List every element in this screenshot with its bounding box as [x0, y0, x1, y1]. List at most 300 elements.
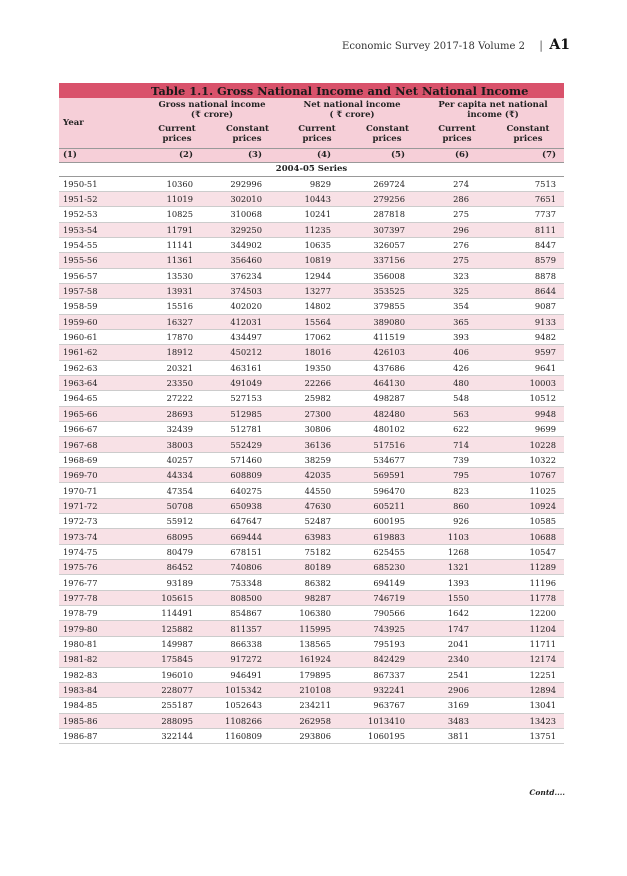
pc-current-cell: 325	[422, 283, 492, 298]
pc-constant-cell: 10003	[492, 375, 564, 390]
nni-constant-cell: 517516	[352, 437, 422, 452]
gni-constant-cell: 608809	[212, 468, 282, 483]
year-cell: 1979-80	[59, 621, 142, 636]
series-row	[59, 162, 564, 176]
gni-current-cell: 86452	[142, 560, 212, 575]
group-header-gross	[142, 98, 282, 120]
gni-current-cell: 149987	[142, 636, 212, 651]
group-header-per-capita	[422, 98, 564, 120]
gni-current-cell: 105615	[142, 590, 212, 605]
pc-constant-cell: 8111	[492, 222, 564, 237]
year-cell: 1975-76	[59, 560, 142, 575]
year-cell: 1955-56	[59, 253, 142, 268]
gni-current-cell: 322144	[142, 728, 212, 743]
nni-constant-cell: 600195	[352, 514, 422, 529]
gni-current-cell: 28693	[142, 406, 212, 421]
gni-current-cell: 13530	[142, 268, 212, 283]
gni-constant-cell: 374503	[212, 283, 282, 298]
gni-constant-cell: 946491	[212, 667, 282, 682]
continued-note: Contd....	[529, 788, 565, 797]
nni-constant-cell: 411519	[352, 329, 422, 344]
year-cell: 1971-72	[59, 498, 142, 513]
nni-constant-cell: 337156	[352, 253, 422, 268]
col-number-3: (3)	[212, 148, 282, 162]
pc-current-cell: 1642	[422, 606, 492, 621]
pc-constant-cell: 11025	[492, 483, 564, 498]
gni-current-cell: 255187	[142, 698, 212, 713]
gni-current-cell: 196010	[142, 667, 212, 682]
table-row	[59, 452, 564, 467]
gni-constant-cell: 434497	[212, 329, 282, 344]
nni-constant-cell: 842429	[352, 652, 422, 667]
gni-constant-cell: 527153	[212, 391, 282, 406]
nni-constant-cell: 498287	[352, 391, 422, 406]
year-cell: 1973-74	[59, 529, 142, 544]
pc-current-cell: 426	[422, 360, 492, 375]
table-title: Table 1.1. Gross National Income and Net National Income	[59, 83, 564, 98]
nni-constant-cell: 279256	[352, 191, 422, 206]
pc-constant-cell: 10688	[492, 529, 564, 544]
header-separator: |	[539, 39, 543, 52]
year-cell: 1980-81	[59, 636, 142, 651]
pc-current-cell: 286	[422, 191, 492, 206]
pc-current-cell: 3169	[422, 698, 492, 713]
nni-current-cell: 19350	[282, 360, 352, 375]
pc-current-cell: 823	[422, 483, 492, 498]
pc-constant-cell: 13423	[492, 713, 564, 728]
col-number-4: (4)	[282, 148, 352, 162]
year-cell: 1974-75	[59, 544, 142, 559]
table-row	[59, 514, 564, 529]
nni-constant-cell: 963767	[352, 698, 422, 713]
pc-constant-cell: 8579	[492, 253, 564, 268]
nni-current-cell: 106380	[282, 606, 352, 621]
nni-constant-cell: 287818	[352, 207, 422, 222]
nni-current-cell: 15564	[282, 314, 352, 329]
nni-current-cell: 22266	[282, 375, 352, 390]
year-cell: 1958-59	[59, 299, 142, 314]
pc-current-cell: 274	[422, 176, 492, 191]
gni-constant-cell: 329250	[212, 222, 282, 237]
pc-constant-cell: 13751	[492, 728, 564, 743]
year-cell: 1954-55	[59, 237, 142, 252]
pc-constant-cell: 11196	[492, 575, 564, 590]
nni-constant-cell: 625455	[352, 544, 422, 559]
pc-current-cell: 275	[422, 253, 492, 268]
year-cell: 1985-86	[59, 713, 142, 728]
nni-current-cell: 14802	[282, 299, 352, 314]
pc-current-cell: 795	[422, 468, 492, 483]
gni-current-cell: 175845	[142, 652, 212, 667]
nni-current-cell: 234211	[282, 698, 352, 713]
nni-constant-cell: 534677	[352, 452, 422, 467]
year-cell: 1966-67	[59, 422, 142, 437]
group-unit-gross: (₹ crore)	[190, 110, 234, 120]
nni-current-cell: 179895	[282, 667, 352, 682]
group-unit-per-capita: income (₹)	[467, 110, 519, 120]
table-row	[59, 237, 564, 252]
nni-current-cell: 293806	[282, 728, 352, 743]
nni-current-cell: 63983	[282, 529, 352, 544]
nni-constant-cell: 932241	[352, 682, 422, 697]
col-number-6: (6)	[422, 148, 492, 162]
table-row	[59, 437, 564, 452]
group-header-net	[282, 98, 422, 120]
pc-constant-cell: 9133	[492, 314, 564, 329]
pc-constant-cell: 11204	[492, 621, 564, 636]
table-body	[59, 176, 564, 744]
gni-constant-cell: 402020	[212, 299, 282, 314]
pc-constant-cell: 9597	[492, 345, 564, 360]
nni-constant-cell: 1013410	[352, 713, 422, 728]
nni-constant-cell: 426103	[352, 345, 422, 360]
pc-current-cell: 548	[422, 391, 492, 406]
table-row	[59, 652, 564, 667]
pc-current-cell: 365	[422, 314, 492, 329]
pc-constant-cell: 9641	[492, 360, 564, 375]
page-code: A1	[549, 37, 570, 53]
nni-current-cell: 10241	[282, 207, 352, 222]
gni-constant-cell: 917272	[212, 652, 282, 667]
pc-constant-cell: 10924	[492, 498, 564, 513]
nni-constant-cell: 867337	[352, 667, 422, 682]
pc-current-cell: 2340	[422, 652, 492, 667]
gni-current-cell: 18912	[142, 345, 212, 360]
gni-current-cell: 20321	[142, 360, 212, 375]
gni-current-cell: 93189	[142, 575, 212, 590]
subheader-pc-current: Current prices	[422, 120, 492, 148]
nni-constant-cell: 356008	[352, 268, 422, 283]
nni-constant-cell: 480102	[352, 422, 422, 437]
gni-constant-cell: 1108266	[212, 713, 282, 728]
pc-constant-cell: 12200	[492, 606, 564, 621]
nni-constant-cell: 605211	[352, 498, 422, 513]
pc-constant-cell: 12894	[492, 682, 564, 697]
gni-constant-cell: 376234	[212, 268, 282, 283]
nni-current-cell: 10635	[282, 237, 352, 252]
nni-constant-cell: 437686	[352, 360, 422, 375]
group-unit-net: ( ₹ crore)	[329, 110, 375, 120]
nni-current-cell: 13277	[282, 283, 352, 298]
nni-current-cell: 36136	[282, 437, 352, 452]
year-cell: 1984-85	[59, 698, 142, 713]
year-cell: 1977-78	[59, 590, 142, 605]
gni-constant-cell: 450212	[212, 345, 282, 360]
table-row	[59, 529, 564, 544]
gni-constant-cell: 292996	[212, 176, 282, 191]
nni-current-cell: 115995	[282, 621, 352, 636]
pc-constant-cell: 9699	[492, 422, 564, 437]
pc-constant-cell: 7737	[492, 207, 564, 222]
year-cell: 1981-82	[59, 652, 142, 667]
pc-current-cell: 2541	[422, 667, 492, 682]
gni-constant-cell: 412031	[212, 314, 282, 329]
pc-constant-cell: 10547	[492, 544, 564, 559]
pc-current-cell: 406	[422, 345, 492, 360]
nni-constant-cell: 1060195	[352, 728, 422, 743]
nni-constant-cell: 743925	[352, 621, 422, 636]
pc-current-cell: 926	[422, 514, 492, 529]
gni-current-cell: 125882	[142, 621, 212, 636]
nni-constant-cell: 379855	[352, 299, 422, 314]
year-cell: 1970-71	[59, 483, 142, 498]
pc-current-cell: 2041	[422, 636, 492, 651]
pc-constant-cell: 12174	[492, 652, 564, 667]
subheader-gross-current: Current prices	[142, 120, 212, 148]
nni-current-cell: 25982	[282, 391, 352, 406]
year-cell: 1968-69	[59, 452, 142, 467]
gni-constant-cell: 678151	[212, 544, 282, 559]
nni-constant-cell: 596470	[352, 483, 422, 498]
pc-current-cell: 323	[422, 268, 492, 283]
income-table-container	[59, 83, 564, 744]
table-row	[59, 176, 564, 191]
nni-constant-cell: 569591	[352, 468, 422, 483]
table-row	[59, 498, 564, 513]
pc-current-cell: 354	[422, 299, 492, 314]
gni-constant-cell: 1052643	[212, 698, 282, 713]
year-cell: 1978-79	[59, 606, 142, 621]
pc-current-cell: 1747	[422, 621, 492, 636]
nni-current-cell: 10819	[282, 253, 352, 268]
table-row	[59, 329, 564, 344]
table-row	[59, 544, 564, 559]
nni-current-cell: 30806	[282, 422, 352, 437]
nni-constant-cell: 694149	[352, 575, 422, 590]
gni-constant-cell: 753348	[212, 575, 282, 590]
year-cell: 1972-73	[59, 514, 142, 529]
gni-current-cell: 68095	[142, 529, 212, 544]
gni-current-cell: 40257	[142, 452, 212, 467]
pc-current-cell: 739	[422, 452, 492, 467]
gni-current-cell: 288095	[142, 713, 212, 728]
nni-current-cell: 42035	[282, 468, 352, 483]
table-row	[59, 560, 564, 575]
page-header	[0, 37, 627, 57]
col-number-2: (2)	[142, 148, 212, 162]
pc-current-cell: 714	[422, 437, 492, 452]
table-row	[59, 299, 564, 314]
nni-current-cell: 11235	[282, 222, 352, 237]
table-row	[59, 222, 564, 237]
table-row	[59, 483, 564, 498]
table-row	[59, 606, 564, 621]
gni-constant-cell: 669444	[212, 529, 282, 544]
pc-constant-cell: 11289	[492, 560, 564, 575]
col-number-1: (1)	[59, 148, 142, 162]
gni-current-cell: 16327	[142, 314, 212, 329]
gni-constant-cell: 491049	[212, 375, 282, 390]
pc-current-cell: 1268	[422, 544, 492, 559]
nni-current-cell: 10443	[282, 191, 352, 206]
nni-current-cell: 80189	[282, 560, 352, 575]
nni-constant-cell: 389080	[352, 314, 422, 329]
gni-constant-cell: 650938	[212, 498, 282, 513]
table-row	[59, 391, 564, 406]
pc-constant-cell: 7651	[492, 191, 564, 206]
nni-current-cell: 9829	[282, 176, 352, 191]
gni-constant-cell: 866338	[212, 636, 282, 651]
table-row	[59, 636, 564, 651]
pc-constant-cell: 10767	[492, 468, 564, 483]
pc-current-cell: 3483	[422, 713, 492, 728]
gni-current-cell: 17870	[142, 329, 212, 344]
table-row	[59, 575, 564, 590]
gni-current-cell: 44334	[142, 468, 212, 483]
pc-current-cell: 3811	[422, 728, 492, 743]
gni-constant-cell: 571460	[212, 452, 282, 467]
gni-constant-cell: 512985	[212, 406, 282, 421]
nni-constant-cell: 795193	[352, 636, 422, 651]
gni-constant-cell: 808500	[212, 590, 282, 605]
table-row	[59, 314, 564, 329]
table-row	[59, 422, 564, 437]
pc-current-cell: 1103	[422, 529, 492, 544]
nni-current-cell: 17062	[282, 329, 352, 344]
table-title-row	[59, 83, 564, 98]
nni-constant-cell: 464130	[352, 375, 422, 390]
gni-constant-cell: 1160809	[212, 728, 282, 743]
year-cell: 1956-57	[59, 268, 142, 283]
nni-current-cell: 27300	[282, 406, 352, 421]
nni-constant-cell: 307397	[352, 222, 422, 237]
pc-current-cell: 563	[422, 406, 492, 421]
table-row	[59, 468, 564, 483]
gni-current-cell: 38003	[142, 437, 212, 452]
pc-current-cell: 860	[422, 498, 492, 513]
pc-constant-cell: 12251	[492, 667, 564, 682]
pc-constant-cell: 13041	[492, 698, 564, 713]
nni-constant-cell: 619883	[352, 529, 422, 544]
gni-constant-cell: 310068	[212, 207, 282, 222]
nni-constant-cell: 685230	[352, 560, 422, 575]
gni-constant-cell: 647647	[212, 514, 282, 529]
pc-constant-cell: 9948	[492, 406, 564, 421]
gni-constant-cell: 463161	[212, 360, 282, 375]
table-row	[59, 207, 564, 222]
gni-current-cell: 11141	[142, 237, 212, 252]
table-row	[59, 345, 564, 360]
gni-current-cell: 10360	[142, 176, 212, 191]
year-cell: 1976-77	[59, 575, 142, 590]
series-label: 2004-05 Series	[59, 162, 564, 176]
table-row	[59, 698, 564, 713]
pc-constant-cell: 10322	[492, 452, 564, 467]
pc-constant-cell: 7513	[492, 176, 564, 191]
nni-current-cell: 86382	[282, 575, 352, 590]
nni-constant-cell: 326057	[352, 237, 422, 252]
year-cell: 1962-63	[59, 360, 142, 375]
nni-current-cell: 210108	[282, 682, 352, 697]
year-cell: 1967-68	[59, 437, 142, 452]
pc-current-cell: 1550	[422, 590, 492, 605]
year-cell: 1950-51	[59, 176, 142, 191]
group-title-gross: Gross national income	[158, 100, 266, 110]
year-cell: 1951-52	[59, 191, 142, 206]
nni-constant-cell: 482480	[352, 406, 422, 421]
pc-constant-cell: 10585	[492, 514, 564, 529]
gni-constant-cell: 512781	[212, 422, 282, 437]
nni-constant-cell: 790566	[352, 606, 422, 621]
gni-current-cell: 10825	[142, 207, 212, 222]
pc-current-cell: 480	[422, 375, 492, 390]
year-cell: 1961-62	[59, 345, 142, 360]
year-cell: 1957-58	[59, 283, 142, 298]
table-row	[59, 268, 564, 283]
gni-current-cell: 11791	[142, 222, 212, 237]
gni-current-cell: 55912	[142, 514, 212, 529]
nni-current-cell: 38259	[282, 452, 352, 467]
table-row	[59, 713, 564, 728]
nni-constant-cell: 353525	[352, 283, 422, 298]
gni-current-cell: 114491	[142, 606, 212, 621]
table-row	[59, 621, 564, 636]
year-cell: 1952-53	[59, 207, 142, 222]
nni-current-cell: 47630	[282, 498, 352, 513]
nni-current-cell: 98287	[282, 590, 352, 605]
nni-current-cell: 18016	[282, 345, 352, 360]
nni-current-cell: 44550	[282, 483, 352, 498]
subheader-net-current: Current prices	[282, 120, 352, 148]
pc-constant-cell: 11778	[492, 590, 564, 605]
nni-current-cell: 161924	[282, 652, 352, 667]
table-row	[59, 375, 564, 390]
nni-current-cell: 75182	[282, 544, 352, 559]
pc-current-cell: 393	[422, 329, 492, 344]
year-cell: 1960-61	[59, 329, 142, 344]
table-row	[59, 590, 564, 605]
gni-current-cell: 50708	[142, 498, 212, 513]
table-row	[59, 406, 564, 421]
nni-current-cell: 12944	[282, 268, 352, 283]
table-row	[59, 728, 564, 743]
year-header: Year	[59, 98, 142, 148]
pc-constant-cell: 10228	[492, 437, 564, 452]
group-header-row	[59, 98, 564, 120]
gni-constant-cell: 302010	[212, 191, 282, 206]
pc-constant-cell: 10512	[492, 391, 564, 406]
table-row	[59, 667, 564, 682]
nni-current-cell: 262958	[282, 713, 352, 728]
gni-constant-cell: 740806	[212, 560, 282, 575]
year-cell: 1982-83	[59, 667, 142, 682]
subheader-net-constant: Constant prices	[352, 120, 422, 148]
gni-current-cell: 80479	[142, 544, 212, 559]
table-row	[59, 191, 564, 206]
table-row	[59, 682, 564, 697]
year-cell: 1959-60	[59, 314, 142, 329]
col-number-5: (5)	[352, 148, 422, 162]
table-row	[59, 283, 564, 298]
gni-current-cell: 13931	[142, 283, 212, 298]
pc-current-cell: 1321	[422, 560, 492, 575]
pc-constant-cell: 8644	[492, 283, 564, 298]
nni-current-cell: 138565	[282, 636, 352, 651]
gni-current-cell: 11019	[142, 191, 212, 206]
col-number-7: (7)	[492, 148, 564, 162]
nni-current-cell: 52487	[282, 514, 352, 529]
nni-constant-cell: 269724	[352, 176, 422, 191]
pc-current-cell: 275	[422, 207, 492, 222]
group-title-per-capita: Per capita net national	[438, 100, 548, 110]
pc-constant-cell: 9482	[492, 329, 564, 344]
pc-current-cell: 622	[422, 422, 492, 437]
year-cell: 1983-84	[59, 682, 142, 697]
gni-current-cell: 27222	[142, 391, 212, 406]
subheader-gross-constant: Constant prices	[212, 120, 282, 148]
pc-constant-cell: 8447	[492, 237, 564, 252]
year-cell: 1953-54	[59, 222, 142, 237]
